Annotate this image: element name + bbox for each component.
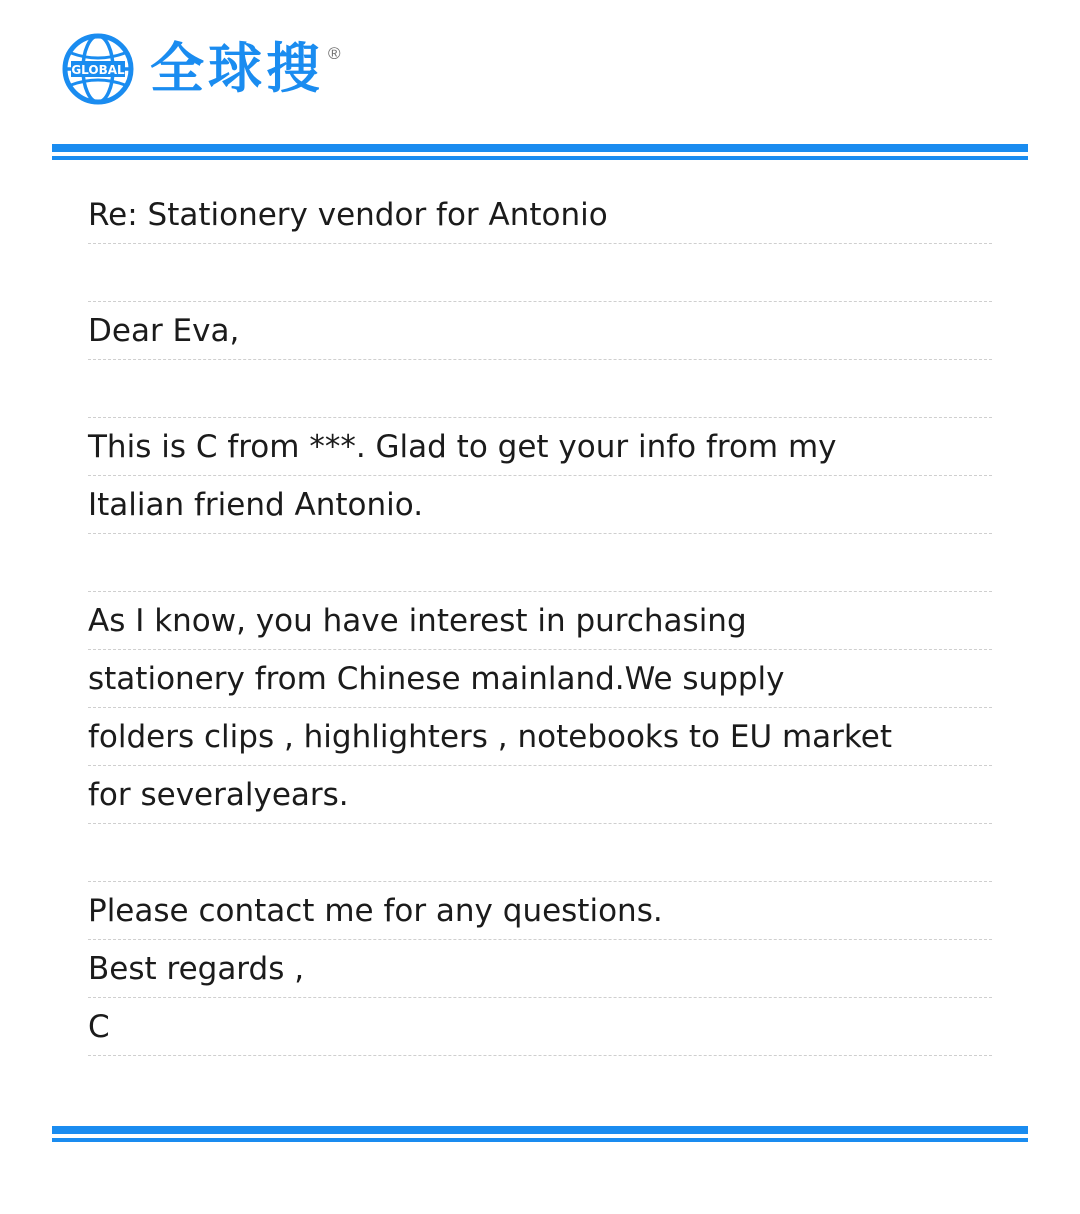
letter-line: Dear Eva, bbox=[88, 302, 992, 360]
svg-text:GLOBAL: GLOBAL bbox=[71, 63, 125, 77]
brand-header bbox=[0, 0, 1080, 100]
divider-thin-bar bbox=[52, 1138, 1028, 1142]
letter-line: Best regards , bbox=[88, 940, 992, 998]
divider-thin-bar bbox=[52, 156, 1028, 160]
letter-line: Italian friend Antonio. bbox=[88, 476, 992, 534]
letter-line: folders clips , highlighters , notebooks to EU market bbox=[88, 708, 992, 766]
letter-body bbox=[88, 186, 992, 1056]
letter-line: C bbox=[88, 998, 992, 1056]
letter-line bbox=[88, 824, 992, 882]
divider-thick-bar bbox=[52, 144, 1028, 152]
letter-line: stationery from Chinese mainland.We supply bbox=[88, 650, 992, 708]
globe-icon bbox=[62, 33, 134, 105]
bottom-divider bbox=[52, 1126, 1028, 1142]
letter-line bbox=[88, 360, 992, 418]
letter-line: As I know, you have interest in purchasing bbox=[88, 592, 992, 650]
letter-line: Re: Stationery vendor for Antonio bbox=[88, 186, 992, 244]
letter-line: for severalyears. bbox=[88, 766, 992, 824]
letter-line: Please contact me for any questions. bbox=[88, 882, 992, 940]
top-divider bbox=[52, 144, 1028, 160]
brand-name: 全球搜 bbox=[150, 37, 324, 100]
letter-line bbox=[88, 534, 992, 592]
letter-line: This is C from ***. Glad to get your info from my bbox=[88, 418, 992, 476]
divider-thick-bar bbox=[52, 1126, 1028, 1134]
letter-line bbox=[88, 244, 992, 302]
registered-mark: ® bbox=[328, 44, 341, 63]
brand-wordmark bbox=[150, 37, 341, 100]
